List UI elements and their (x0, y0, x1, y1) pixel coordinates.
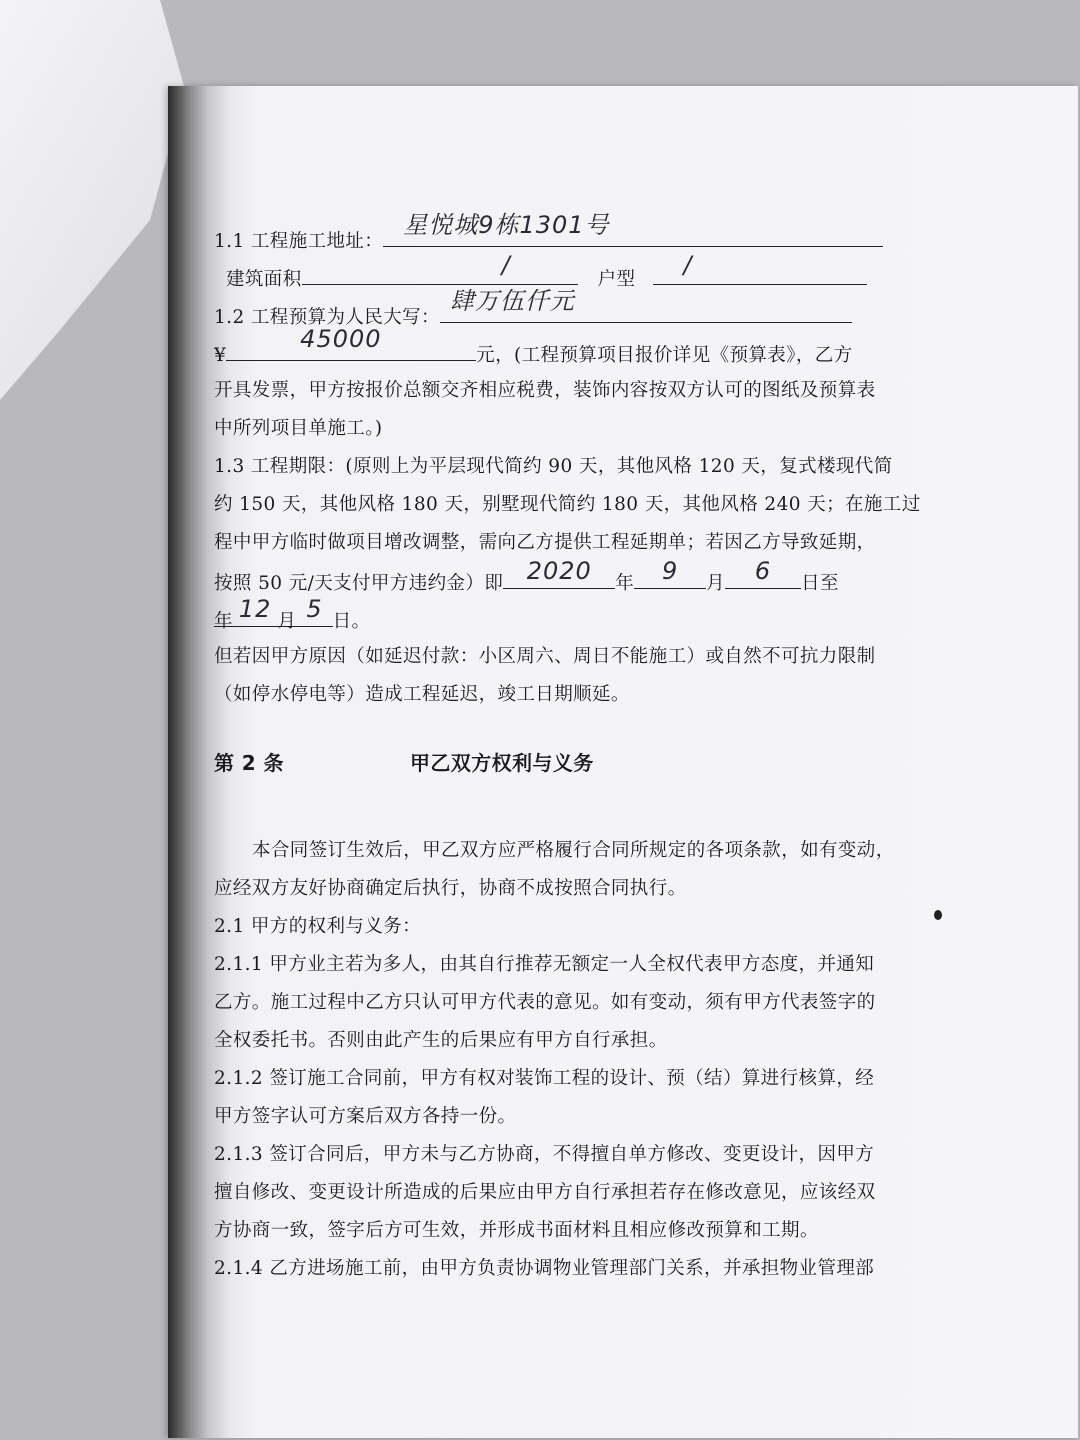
section-title: 甲乙双方权利与义务 (410, 751, 594, 775)
end-month-handwriting: 12 (238, 595, 272, 623)
intro-line-1: 本合同签订生效后，甲乙双方应严格履行合同所规定的各项条款，如有变动， (252, 840, 895, 861)
end-year-label: 年 (214, 611, 233, 632)
clause-2-1-1-line-3: 全权委托书。否则由此产生的后果应有甲方自行承担。 (214, 1030, 668, 1051)
address-row (214, 211, 894, 258)
contract-content (214, 211, 921, 1288)
budget-text-3: 中所列项目单施工。) (214, 418, 383, 439)
clause-2-1-3-line-2: 擅自修改、变更设计所造成的后果应由甲方自行承担若存在修改意见，应该经双 (214, 1182, 876, 1203)
start-month-field (634, 557, 706, 589)
intro-line-2: 应经双方友好协商确定后执行，协商不成按照合同执行。 (214, 878, 687, 899)
section-number: 第 2 条 (214, 751, 284, 775)
year-label: 年 (615, 573, 635, 594)
period-line-4: 按照 50 元/天支付甲方违约金）即 (214, 573, 504, 594)
clause-2-1-2-line-1: 2.1.2 签订施工合同前，甲方有权对装饰工程的设计、预（结）算进行核算，经 (214, 1068, 875, 1089)
period-line-2: 约 150 天，其他风格 180 天，别墅现代简约 180 天，其他风格 240 天；在施工过 (214, 494, 921, 515)
month-label: 月 (706, 573, 726, 594)
type-handwriting: / (683, 251, 693, 279)
clause-2-1-1-line-2: 乙方。施工过程中乙方只认可甲方代表的意见。如有变动，须有甲方代表签字的 (214, 992, 876, 1013)
area-field (302, 251, 578, 285)
type-label: 户型 (597, 269, 636, 290)
subsection-2-1: 2.1 甲方的权利与义务： (214, 916, 422, 937)
period-line-3: 程中甲方临时做项目增改调整，需向乙方提供工程延期单；若因乙方导致延期， (214, 532, 876, 553)
amount-field (226, 325, 476, 361)
clause-2-1-3-line-3: 方协商一致，签字后方可生效，并形成书面材料且相应修改预算和工期。 (214, 1220, 819, 1241)
area-label: 建筑面积 (226, 269, 302, 290)
clause-2-1-2-line-2: 甲方签字认可方案后双方各持一份。 (214, 1106, 517, 1127)
amount-handwriting: 45000 (300, 325, 382, 353)
address-field (383, 211, 883, 247)
clause-2-1-4-line-1: 2.1.4 乙方进场施工前，由甲方负责协调物业管理部门关系，并承担物业管理部 (214, 1258, 875, 1279)
end-month-label: 月 (277, 611, 297, 632)
start-day-handwriting: 6 (754, 557, 772, 585)
budget-handwriting: 肆万伍仟元 (449, 287, 575, 315)
amount-row (214, 325, 894, 372)
date-end-row (214, 595, 894, 638)
section-2-heading (214, 744, 894, 784)
area-handwriting: / (501, 251, 511, 279)
budget-label: 1.2 工程预算为人民大写： (214, 307, 440, 328)
day-label: 日至 (801, 573, 839, 594)
period-line-1: 1.3 工程期限：(原则上为平层现代简约 90 天，其他风格 120 天，复式楼现代简 (214, 456, 893, 477)
clause-2-1-1-line-1: 2.1.1 甲方业主若为多人，由其自行推荐无额定一人全权代表甲方态度，并通知 (214, 954, 875, 975)
budget-text-1: 元，(工程预算项目报价详见《预算表》，乙方 (476, 345, 853, 366)
budget-text-2: 开具发票，甲方按报价总额交齐相应税费，装饰内容按双方认可的图纸及预算表 (214, 380, 876, 401)
start-year-handwriting: 2020 (526, 557, 592, 585)
start-month-handwriting: 9 (662, 557, 679, 585)
end-date-field (214, 595, 333, 632)
delay-line-1: 但若因甲方原因（如延迟付款：小区周六、周日不能施工）或自然不可抗力限制 (214, 646, 876, 667)
budget-field (440, 287, 852, 323)
address-handwriting: 星悦城9栋1301号 (403, 211, 610, 239)
type-field (653, 251, 867, 285)
yen-sign: ¥ (214, 345, 227, 366)
ink-dot (934, 910, 942, 920)
end-day-handwriting: 5 (306, 595, 323, 623)
end-day-label: 日。 (332, 611, 371, 632)
start-year-field (503, 557, 615, 589)
delay-line-2: （如停水停电等）造成工程延迟，竣工日期顺延。 (214, 684, 630, 705)
address-label: 1.1 工程施工地址： (214, 231, 384, 252)
start-day-field (725, 557, 801, 589)
clause-2-1-3-line-1: 2.1.3 签订合同后，甲方未与乙方协商，不得擅自单方修改、变更设计，因甲方 (214, 1144, 875, 1165)
